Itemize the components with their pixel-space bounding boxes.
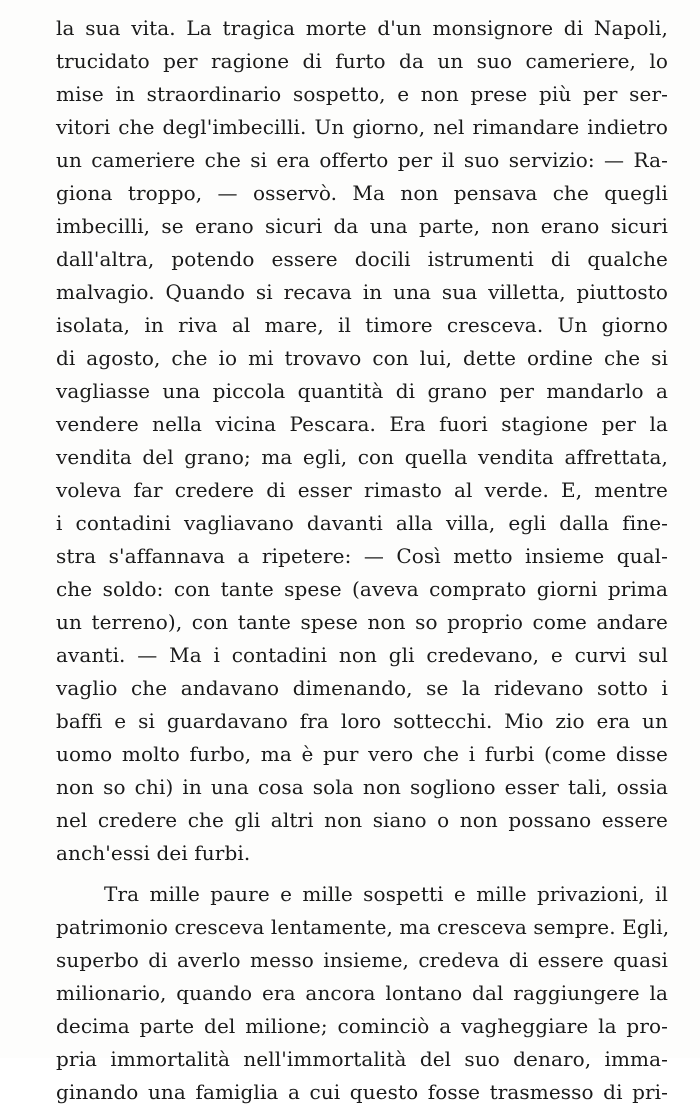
text-line: anch'essi dei furbi. [56, 841, 251, 865]
text-line: imbecilli, se erano sicuri da una parte, non erano sicuri [56, 214, 668, 238]
text-line: vendere nella vicina Pescara. Era fuori stagione per la [56, 412, 668, 436]
text-line: superbo di averlo messo insieme, credeva di essere quasi [56, 948, 668, 972]
text-line: vaglio che andavano dimenando, se la ridevano sotto i [56, 676, 668, 700]
text-line: malvagio. Quando si recava in una sua villetta, piuttosto [56, 280, 668, 304]
text-line: vitori che degl'imbecilli. Un giorno, nel rimandare indietro [56, 115, 668, 139]
text-line: dall'altra, potendo essere docili istrumenti di qualche [56, 247, 668, 271]
text-line: avanti. — Ma i contadini non gli credevano, e curvi sul [56, 643, 668, 667]
text-line: voleva far credere di esser rimasto al verde. E, mentre [56, 478, 668, 502]
text-line: nel credere che gli altri non siano o non possano essere [56, 808, 668, 832]
text-line: vendita del grano; ma egli, con quella vendita affrettata, [56, 445, 668, 469]
text-line: Tra mille paure e mille sospetti e mille privazioni, il [104, 882, 668, 906]
text-line: vagliasse una piccola quantità di grano per mandarlo a [56, 379, 668, 403]
paragraph-2 [56, 878, 668, 1109]
text-line: ginando una famiglia a cui questo fosse trasmesso di pri- [56, 1080, 668, 1104]
paragraph-gap [56, 870, 668, 878]
text-line: uomo molto furbo, ma è pur vero che i furbi (come disse [56, 742, 668, 766]
paragraph-1 [56, 12, 668, 870]
text-line: isolata, in riva al mare, il timore cresceva. Un giorno [56, 313, 668, 337]
text-line: un terreno), con tante spese non so proprio come andare [56, 610, 668, 634]
text-line: decima parte del milione; cominciò a vagheggiare la pro- [56, 1014, 668, 1038]
page-text [56, 12, 668, 1109]
text-line: stra s'affannava a ripetere: — Così metto insieme qual- [56, 544, 668, 568]
text-line: un cameriere che si era offerto per il suo servizio: — Ra- [56, 148, 668, 172]
text-line: patrimonio cresceva lentamente, ma cresceva sempre. Egli, [56, 915, 670, 939]
text-line: di agosto, che io mi trovavo con lui, dette ordine che si [56, 346, 668, 370]
text-line: baffi e si guardavano fra loro sottecchi. Mio zio era un [56, 709, 668, 733]
text-line: che soldo: con tante spese (aveva comprato giorni prima [56, 577, 668, 601]
text-line: milionario, quando era ancora lontano dal raggiungere la [56, 981, 668, 1005]
text-line: pria immortalità nell'immortalità del suo denaro, imma- [56, 1047, 668, 1071]
text-line: giona troppo, — osservò. Ma non pensava che quegli [56, 181, 668, 205]
text-line: trucidato per ragione di furto da un suo cameriere, lo [56, 49, 668, 73]
text-line: i contadini vagliavano davanti alla villa, egli dalla fine- [56, 511, 668, 535]
text-line: non so chi) in una cosa sola non sogliono esser tali, ossia [56, 775, 668, 799]
text-line: la sua vita. La tragica morte d'un monsignore di Napoli, [56, 16, 668, 40]
text-line: mise in straordinario sospetto, e non prese più per ser- [56, 82, 668, 106]
